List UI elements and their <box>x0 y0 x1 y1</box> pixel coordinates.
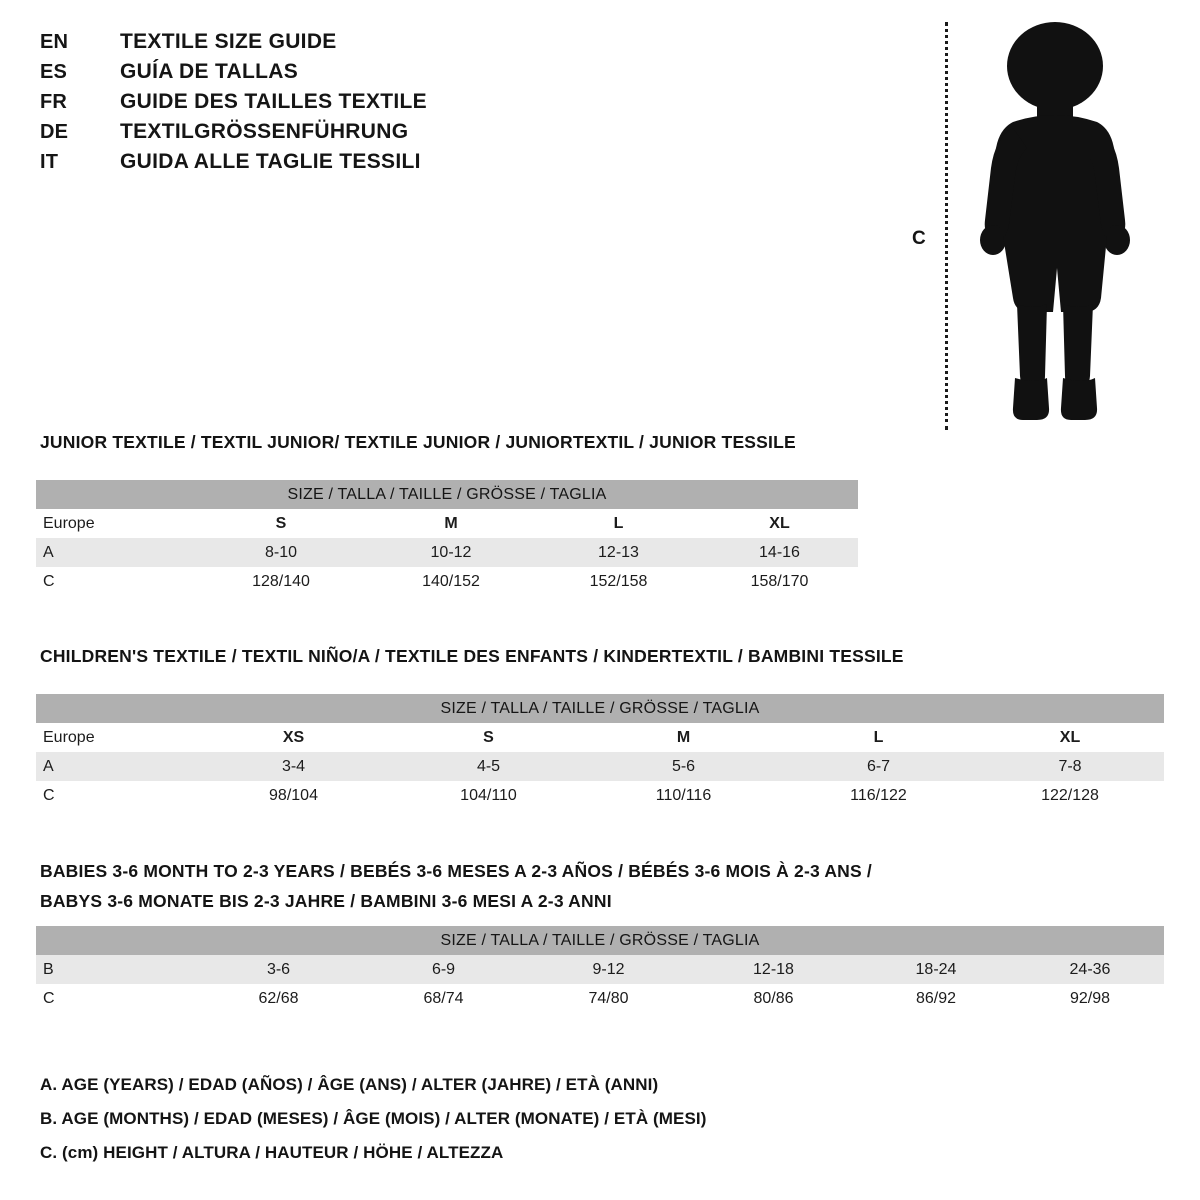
children-row-c-v3: 116/122 <box>781 781 976 810</box>
junior-row-c-v3: 158/170 <box>701 567 858 596</box>
babies-size-table <box>36 926 1164 1013</box>
table-header-band <box>36 926 1164 955</box>
junior-europe-label: Europe <box>36 509 196 538</box>
junior-row-a-label: A <box>36 538 196 567</box>
table-row <box>36 781 1164 810</box>
children-europe-label: Europe <box>36 723 196 752</box>
legend-line-a: A. AGE (YEARS) / EDAD (AÑOS) / ÂGE (ANS) / ALTER (JAHRE) / ETÀ (ANNI) <box>40 1075 659 1094</box>
junior-row-c-v2: 152/158 <box>536 567 701 596</box>
child-silhouette-icon <box>955 18 1155 430</box>
language-header <box>40 30 660 180</box>
header-title-fr: GUIDE DES TAILLES TEXTILE <box>120 90 427 113</box>
junior-row-a-v2: 12-13 <box>536 538 701 567</box>
babies-row-b-v1: 6-9 <box>361 955 526 984</box>
babies-row-b-v0: 3-6 <box>196 955 361 984</box>
header-title-es: GUÍA DE TALLAS <box>120 60 299 83</box>
children-row-a-v4: 7-8 <box>976 752 1164 781</box>
babies-row-c-label: C <box>36 984 196 1013</box>
children-band-label: SIZE / TALLA / TAILLE / GRÖSSE / TAGLIA <box>36 694 1164 723</box>
babies-row-b-v4: 18-24 <box>856 955 1016 984</box>
table-row <box>36 509 858 538</box>
header-row-es <box>40 60 660 90</box>
junior-size-l: L <box>536 509 701 538</box>
children-row-a-v1: 4-5 <box>391 752 586 781</box>
children-size-table <box>36 694 1164 810</box>
section-title-babies <box>40 856 990 916</box>
babies-row-c-v4: 86/92 <box>856 984 1016 1013</box>
babies-row-b-v2: 9-12 <box>526 955 691 984</box>
children-row-c-v2: 110/116 <box>586 781 781 810</box>
children-size-l: L <box>781 723 976 752</box>
table-row <box>36 538 858 567</box>
children-row-c-label: C <box>36 781 196 810</box>
children-size-xl: XL <box>976 723 1164 752</box>
children-row-a-v0: 3-4 <box>196 752 391 781</box>
babies-row-b-v5: 24-36 <box>1016 955 1164 984</box>
section-title-babies-line2: BABYS 3-6 MONATE BIS 2-3 JAHRE / BAMBINI 3-6 MESI A 2-3 ANNI <box>40 891 612 911</box>
junior-row-a-v0: 8-10 <box>196 538 366 567</box>
section-title-babies-line1: BABIES 3-6 MONTH TO 2-3 YEARS / BEBÉS 3-6 MESES A 2-3 AÑOS / BÉBÉS 3-6 MOIS À 2-3 ANS / <box>40 861 872 881</box>
junior-row-c-v0: 128/140 <box>196 567 366 596</box>
header-lang-de: DE <box>40 121 69 143</box>
children-size-xs: XS <box>196 723 391 752</box>
table-header-band <box>36 480 858 509</box>
table-header-band <box>36 694 1164 723</box>
height-figure <box>900 10 1160 430</box>
junior-row-c-v1: 140/152 <box>366 567 536 596</box>
table-row <box>36 984 1164 1013</box>
header-title-de: TEXTILGRÖSSENFÜHRUNG <box>120 120 409 143</box>
babies-row-b-v3: 12-18 <box>691 955 856 984</box>
section-title-junior: JUNIOR TEXTILE / TEXTIL JUNIOR/ TEXTILE JUNIOR / JUNIORTEXTIL / JUNIOR TESSILE <box>40 432 796 452</box>
babies-row-c-v2: 74/80 <box>526 984 691 1013</box>
header-row-de <box>40 120 660 150</box>
children-row-a-label: A <box>36 752 196 781</box>
babies-row-c-v0: 62/68 <box>196 984 361 1013</box>
header-lang-es: ES <box>40 61 68 83</box>
children-row-a-v2: 5-6 <box>586 752 781 781</box>
junior-row-a-v1: 10-12 <box>366 538 536 567</box>
children-row-c-v1: 104/110 <box>391 781 586 810</box>
header-lang-en: EN <box>40 31 69 53</box>
header-lang-fr: FR <box>40 91 68 113</box>
section-title-children: CHILDREN'S TEXTILE / TEXTIL NIÑO/A / TEXTILE DES ENFANTS / KINDERTEXTIL / BAMBINI TESSILE <box>40 646 904 666</box>
children-size-s: S <box>391 723 586 752</box>
babies-row-c-v1: 68/74 <box>361 984 526 1013</box>
children-row-c-v0: 98/104 <box>196 781 391 810</box>
junior-size-s: S <box>196 509 366 538</box>
figure-height-label: C <box>912 228 926 249</box>
height-dashed-line <box>945 22 948 430</box>
table-row <box>36 752 1164 781</box>
children-row-c-v4: 122/128 <box>976 781 1164 810</box>
babies-row-c-v5: 92/98 <box>1016 984 1164 1013</box>
babies-row-b-label: B <box>36 955 196 984</box>
babies-band-label: SIZE / TALLA / TAILLE / GRÖSSE / TAGLIA <box>36 926 1164 955</box>
header-lang-it: IT <box>40 151 59 173</box>
junior-row-c-label: C <box>36 567 196 596</box>
junior-row-a-v3: 14-16 <box>701 538 858 567</box>
legend-line-b: B. AGE (MONTHS) / EDAD (MESES) / ÂGE (MOIS) / ALTER (MONATE) / ETÀ (MESI) <box>40 1109 707 1128</box>
junior-size-xl: XL <box>701 509 858 538</box>
header-title-it: GUIDA ALLE TAGLIE TESSILI <box>120 150 421 173</box>
table-row <box>36 723 1164 752</box>
junior-size-m: M <box>366 509 536 538</box>
table-row <box>36 955 1164 984</box>
children-row-a-v3: 6-7 <box>781 752 976 781</box>
junior-size-table <box>36 480 858 596</box>
header-row-en <box>40 30 660 60</box>
table-row <box>36 567 858 596</box>
header-row-it <box>40 150 660 180</box>
junior-band-label: SIZE / TALLA / TAILLE / GRÖSSE / TAGLIA <box>36 480 858 509</box>
legend <box>40 1068 940 1170</box>
header-row-fr <box>40 90 660 120</box>
children-size-m: M <box>586 723 781 752</box>
babies-row-c-v3: 80/86 <box>691 984 856 1013</box>
header-title-en: TEXTILE SIZE GUIDE <box>120 30 337 53</box>
legend-line-c: C. (cm) HEIGHT / ALTURA / HAUTEUR / HÖHE / ALTEZZA <box>40 1143 504 1162</box>
